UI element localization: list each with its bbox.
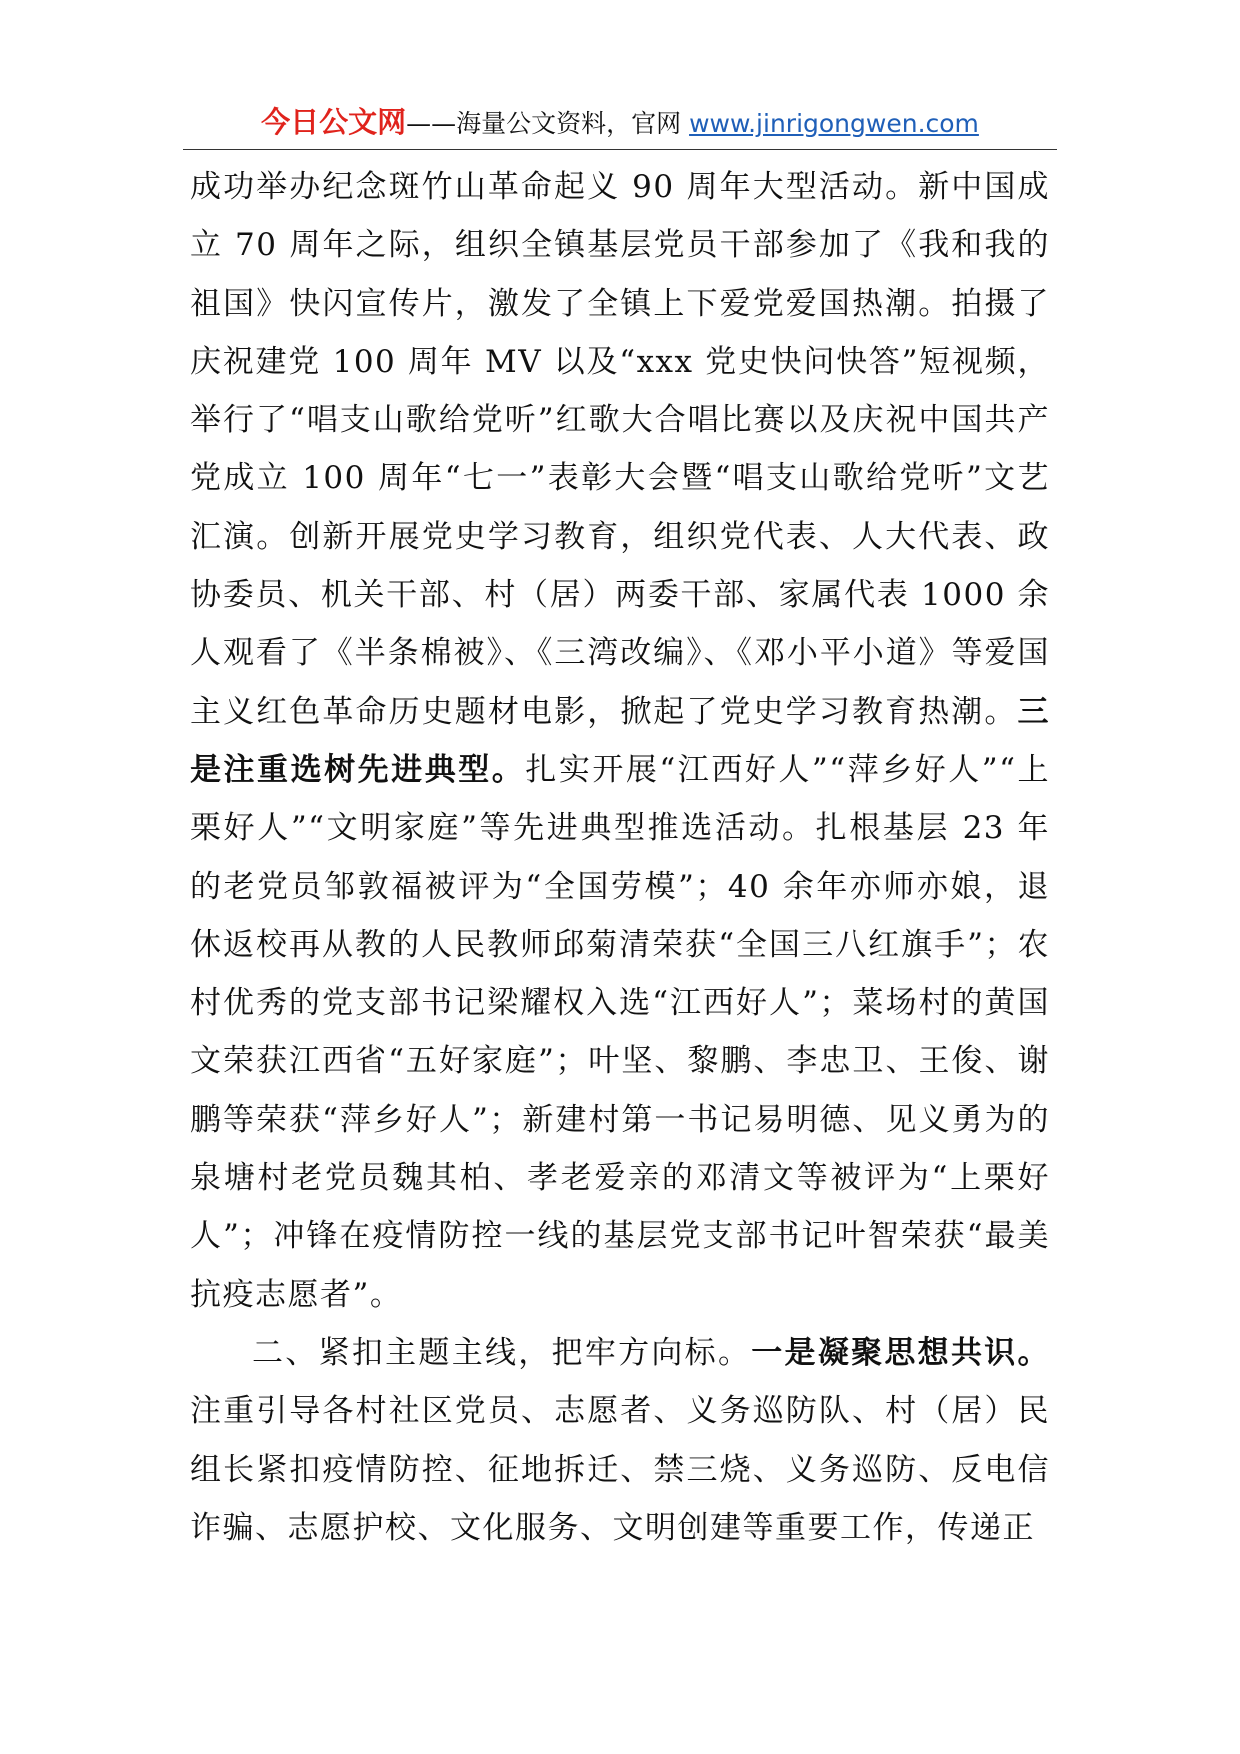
paragraph-1-text: 成功举办纪念斑竹山革命起义 90 周年大型活动。新中国成立 70 周年之际，组织全镇基层党员干部参加了《我和我的祖国》快闪宣传片，激发了全镇上下爱党爱国热潮。拍摄了庆祝建党 100 周年 MV 以及“xxx 党史快问快答”短视频，举行了“唱支山歌给党听”红歌大合唱比赛以及庆祝中国共产党成立 100 周年“七一”表彰大会暨“唱支山歌给党听”文艺汇演。创新开展党史学习教育，组织党代表、人大代表、政协委员、机关干部、村（居）两委干部、家属代表 1000 余人观看了《半条棉被》、《三湾改编》、《邓小平小道》等爱国主义红色革命历史题材电影，掀起了党史学习教育热潮。	[190, 169, 1050, 730]
header-divider	[183, 149, 1057, 150]
paragraph-1-bold-heading: 三是注重选树先进典型。	[190, 693, 1050, 788]
paragraph-1-continuation: 扎实开展“江西好人”“萍乡好人”“上栗好人”“文明家庭”等先进典型推选活动。扎根基层 23 年的老党员邹敦福被评为“全国劳模”；40 余年亦师亦娘，退休返校再从教的人民教师邱菊清荣获“全国三八红旗手”；农村优秀的党支部书记梁耀权入选“江西好人”；菜场村的黄国文荣获江西省“五好家庭”；叶坚、黎鹏、李忠卫、王俊、谢鹏等荣获“萍乡好人”；新建村第一书记易明德、见义勇为的泉塘村老党员魏其柏、孝老爱亲的邓清文等被评为“上栗好人”；冲锋在疫情防控一线的基层党支部书记叶智荣获“最美抗疫志愿者”。	[190, 751, 1051, 1313]
paragraph-2	[190, 1324, 1050, 1557]
header-site-link[interactable]: www.jinrigongwen.com	[689, 109, 979, 138]
header-tagline: ——海量公文资料，官网	[406, 109, 690, 138]
paragraph-2-bold-heading: 一是凝聚思想共识。	[751, 1334, 1051, 1371]
paragraph-1	[190, 158, 1050, 1324]
page-header	[190, 104, 1050, 142]
paragraph-2-heading: 二、紧扣主题主线，把牢方向标。	[252, 1334, 752, 1371]
document-body	[190, 158, 1050, 1557]
paragraph-2-text: 注重引导各村社区党员、志愿者、义务巡防队、村（居）民组长紧扣疫情防控、征地拆迁、禁三烧、义务巡防、反电信诈骗、志愿护校、文化服务、文明创建等重要工作，传递正	[190, 1393, 1050, 1546]
header-brand: 今日公文网	[261, 105, 407, 139]
